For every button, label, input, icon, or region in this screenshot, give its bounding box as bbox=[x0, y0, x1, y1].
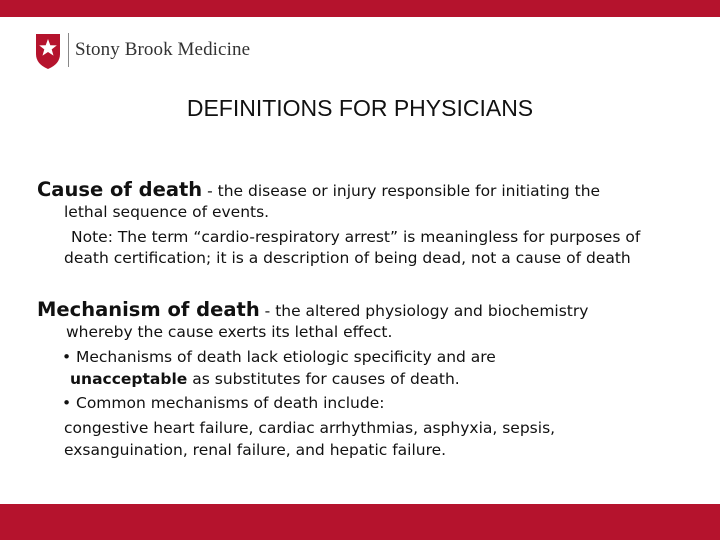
mechanism-term: Mechanism of death bbox=[37, 298, 260, 321]
cause-dash: - bbox=[202, 182, 218, 200]
star-shield-icon bbox=[34, 30, 62, 70]
logo-divider bbox=[68, 33, 69, 67]
bullet-1-rest: as substitutes for causes of death. bbox=[187, 370, 460, 388]
bottom-accent-bar bbox=[0, 504, 720, 540]
cause-term: Cause of death bbox=[37, 178, 203, 201]
cause-heading-line bbox=[37, 178, 600, 201]
mechanisms-list-2: exsanguination, renal failure, and hepatic failure. bbox=[64, 441, 447, 459]
bullet-1-text: Mechanisms of death lack etiologic specificity and are bbox=[76, 348, 496, 366]
cause-definition-2: lethal sequence of events. bbox=[64, 203, 270, 221]
mechanism-definition-1: the altered physiology and biochemistry bbox=[275, 302, 589, 320]
mechanism-dash: - bbox=[259, 302, 276, 320]
bullet-2-text: Common mechanisms of death include: bbox=[76, 394, 385, 412]
bullet-icon: • bbox=[62, 348, 72, 366]
bullet-item-1-continued bbox=[70, 370, 460, 388]
top-accent-bar bbox=[0, 0, 720, 17]
cause-note-2: death certification; it is a description of being dead, not a cause of death bbox=[64, 249, 631, 267]
mechanism-heading-line bbox=[37, 298, 588, 321]
brand-name: Stony Brook Medicine bbox=[75, 39, 251, 60]
unacceptable-emphasis: unacceptable bbox=[70, 370, 188, 388]
bullet-item-1 bbox=[62, 348, 496, 366]
cause-note-1: Note: The term “cardio-respiratory arrest” is meaningless for purposes of bbox=[71, 228, 641, 246]
brand-logo bbox=[34, 30, 250, 70]
bullet-item-2 bbox=[62, 394, 384, 412]
mechanisms-list-1: congestive heart failure, cardiac arrhythmias, asphyxia, sepsis, bbox=[64, 419, 556, 437]
mechanism-definition-2: whereby the cause exerts its lethal effect. bbox=[66, 323, 393, 341]
bullet-icon: • bbox=[62, 394, 72, 412]
cause-definition-1: the disease or injury responsible for initiating the bbox=[217, 182, 601, 200]
slide-title: DEFINITIONS FOR PHYSICIANS bbox=[186, 95, 534, 121]
